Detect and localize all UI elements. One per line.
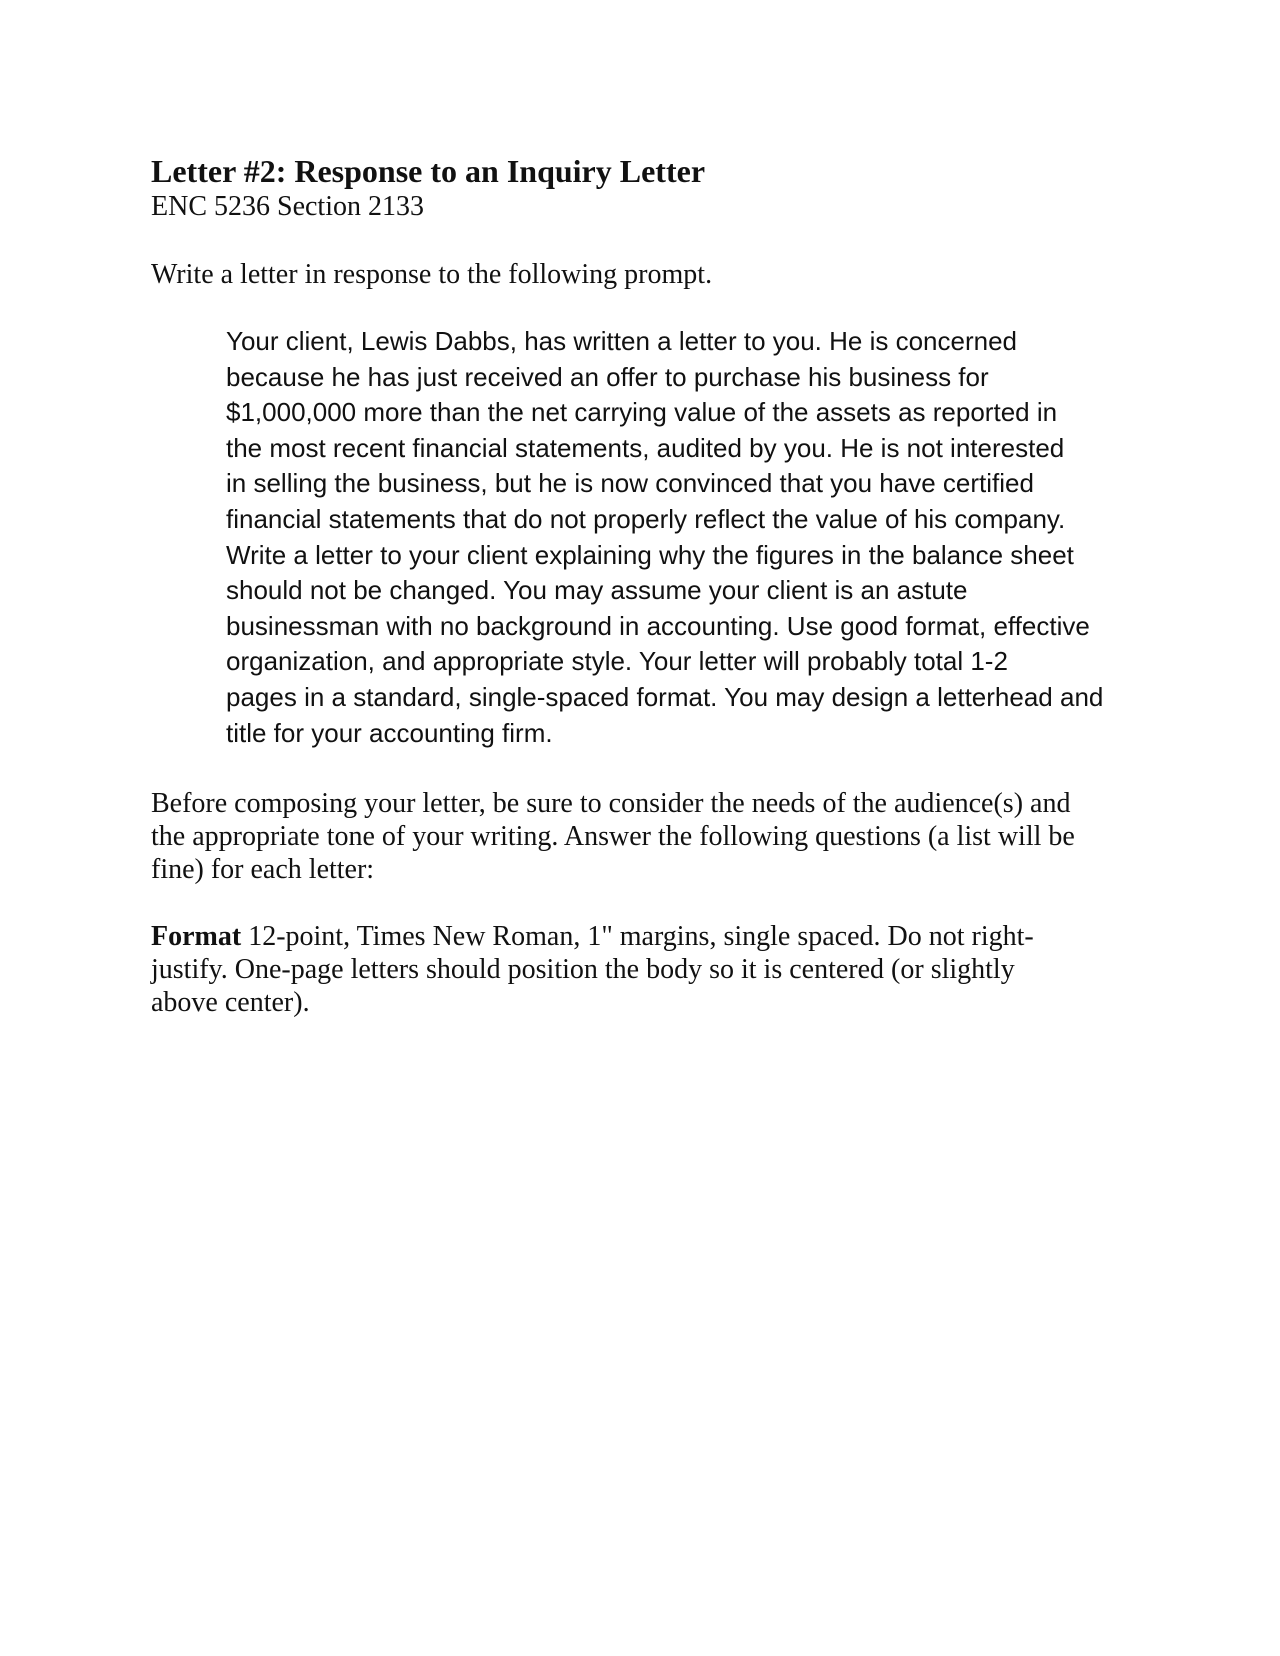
format-text: 12-point, Times New Roman, 1" margins, single spaced. Do not right- justify. One-page letters should position the body so it is centered (or slightly above center). — [151, 921, 1034, 1018]
prompt-block-quote: Your client, Lewis Dabbs, has written a letter to you. He is concerned because he has just received an offer to purchase his business for $1,000,000 more than the net carrying value of the assets as reported in the most recent financial statements, audited by you. He is not interested in selling the business, but he is now convinced that you have certified financial statements that do not properly reflect the value of his company. Write a letter to your client explaining why the figures in the balance sheet should not be changed. You may assume your client is an astute businessman with no background in accounting. Use good format, effective organization, and appropriate style. Your letter will probably total 1-2 pages in a standard, single-spaced format. You may design a letterhead and title for your accounting firm. — [226, 326, 1104, 748]
format-label: Format — [151, 921, 242, 952]
document-title: Letter #2: Response to an Inquiry Letter — [151, 153, 706, 189]
considerations-paragraph: Before composing your letter, be sure to consider the needs of the audience(s) and the appropriate tone of your writing. Answer the following questions (a list will be fine) for each letter: — [151, 788, 1075, 885]
intro-paragraph: Write a letter in response to the following prompt. — [151, 259, 713, 290]
course-section: ENC 5236 Section 2133 — [151, 191, 424, 222]
format-paragraph — [151, 920, 1141, 1019]
